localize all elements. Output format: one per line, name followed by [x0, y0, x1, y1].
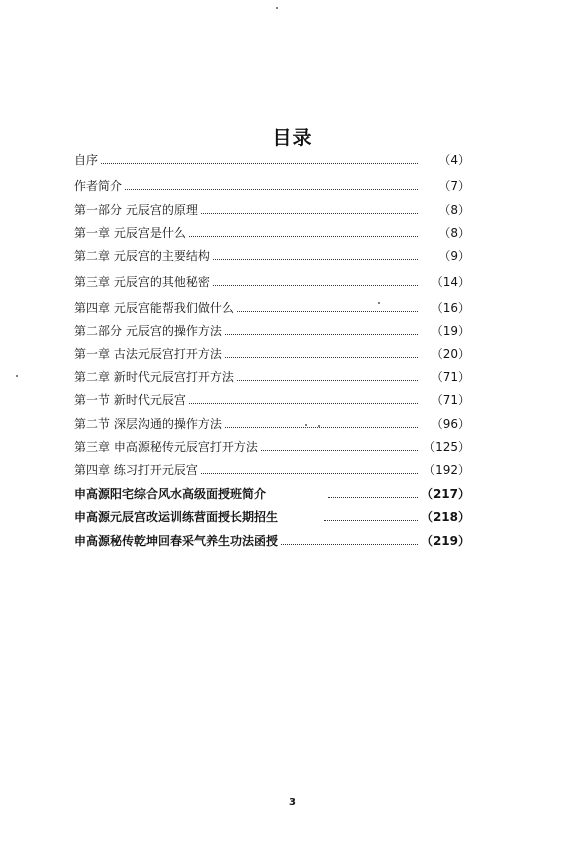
- toc-entry-page: （7）: [438, 179, 470, 193]
- toc-entry-page: （20）: [430, 347, 470, 361]
- toc-entry-page: （71）: [430, 370, 470, 384]
- toc-entry: [74, 508, 470, 526]
- dot-leader: [328, 497, 418, 498]
- toc-entry-page: （192）: [423, 463, 470, 477]
- toc-entry-label: 第三章 元辰宫的其他秘密: [74, 275, 210, 289]
- toc-entry-page: （71）: [430, 393, 470, 407]
- dot-leader: [74, 163, 418, 164]
- dot-leader: [324, 520, 418, 521]
- toc-entry-page: （8）: [438, 203, 470, 217]
- print-speck: [305, 424, 307, 426]
- toc-entry-page: （125）: [423, 440, 470, 454]
- page-title: 目录: [272, 127, 313, 149]
- toc-entry-label: 第三章 申高源秘传元辰宫打开方法: [74, 440, 258, 454]
- toc-entry: [74, 438, 470, 456]
- toc-entry: [74, 201, 470, 219]
- toc-entry: [74, 345, 470, 363]
- toc-entry-page: （9）: [438, 249, 470, 263]
- page-number: 3: [289, 797, 296, 808]
- toc-entry: [74, 299, 470, 317]
- toc-entry: [74, 247, 470, 265]
- toc-entry-label: 申高源秘传乾坤回春采气养生功法函授: [74, 534, 279, 548]
- toc-entry: [74, 415, 470, 433]
- toc-entry-page: （96）: [430, 417, 470, 431]
- toc-entry-label: 第一节 新时代元辰宫: [74, 393, 186, 407]
- print-speck: [378, 302, 380, 304]
- toc-entry: [74, 273, 470, 291]
- toc-entry-page: （14）: [430, 275, 470, 289]
- toc-entry-label: 自序: [74, 153, 99, 167]
- print-speck: [318, 425, 320, 427]
- toc-entry-page: （8）: [438, 226, 470, 240]
- toc-entry-page: （217）: [420, 487, 470, 501]
- toc-entry-page: （219）: [420, 534, 470, 548]
- print-speck: [16, 375, 18, 377]
- print-speck: [276, 7, 278, 9]
- toc-entry-label: 申高源阳宅综合风水高级面授班简介: [74, 487, 267, 501]
- toc-entry-label: 第二章 元辰宫的主要结构: [74, 249, 210, 263]
- toc-entry: [74, 368, 470, 386]
- toc-entry-page: （218）: [420, 510, 470, 524]
- toc-entry: [74, 485, 470, 503]
- toc-entry-label: 第一部分 元辰宫的原理: [74, 203, 198, 217]
- toc-entry-label: 第一章 元辰宫是什么: [74, 226, 186, 240]
- toc-entry-page: （19）: [430, 324, 470, 338]
- toc-entry-label: 第四章 元辰宫能帮我们做什么: [74, 301, 234, 315]
- toc-entry: [74, 224, 470, 242]
- toc-entry: [74, 151, 470, 169]
- toc-entry-page: （16）: [430, 301, 470, 315]
- toc-entry-label: 第二章 新时代元辰宫打开方法: [74, 370, 234, 384]
- toc-entry: [74, 461, 470, 479]
- toc-entry-label: 第二节 深层沟通的操作方法: [74, 417, 222, 431]
- toc-entry: [74, 532, 470, 550]
- toc-entry: [74, 177, 470, 195]
- toc-entry-label: 作者简介: [74, 179, 123, 193]
- toc-entry: [74, 322, 470, 340]
- toc-entry: [74, 391, 470, 409]
- toc-entry-label: 第二部分 元辰宫的操作方法: [74, 324, 222, 338]
- toc-entry-page: （4）: [438, 153, 470, 167]
- toc-entry-label: 第四章 练习打开元辰宫: [74, 463, 198, 477]
- toc-entry-label: 第一章 古法元辰宫打开方法: [74, 347, 222, 361]
- toc-entry-label: 申高源元辰宫改运训练营面授长期招生: [74, 510, 279, 524]
- dot-leader: [74, 189, 418, 190]
